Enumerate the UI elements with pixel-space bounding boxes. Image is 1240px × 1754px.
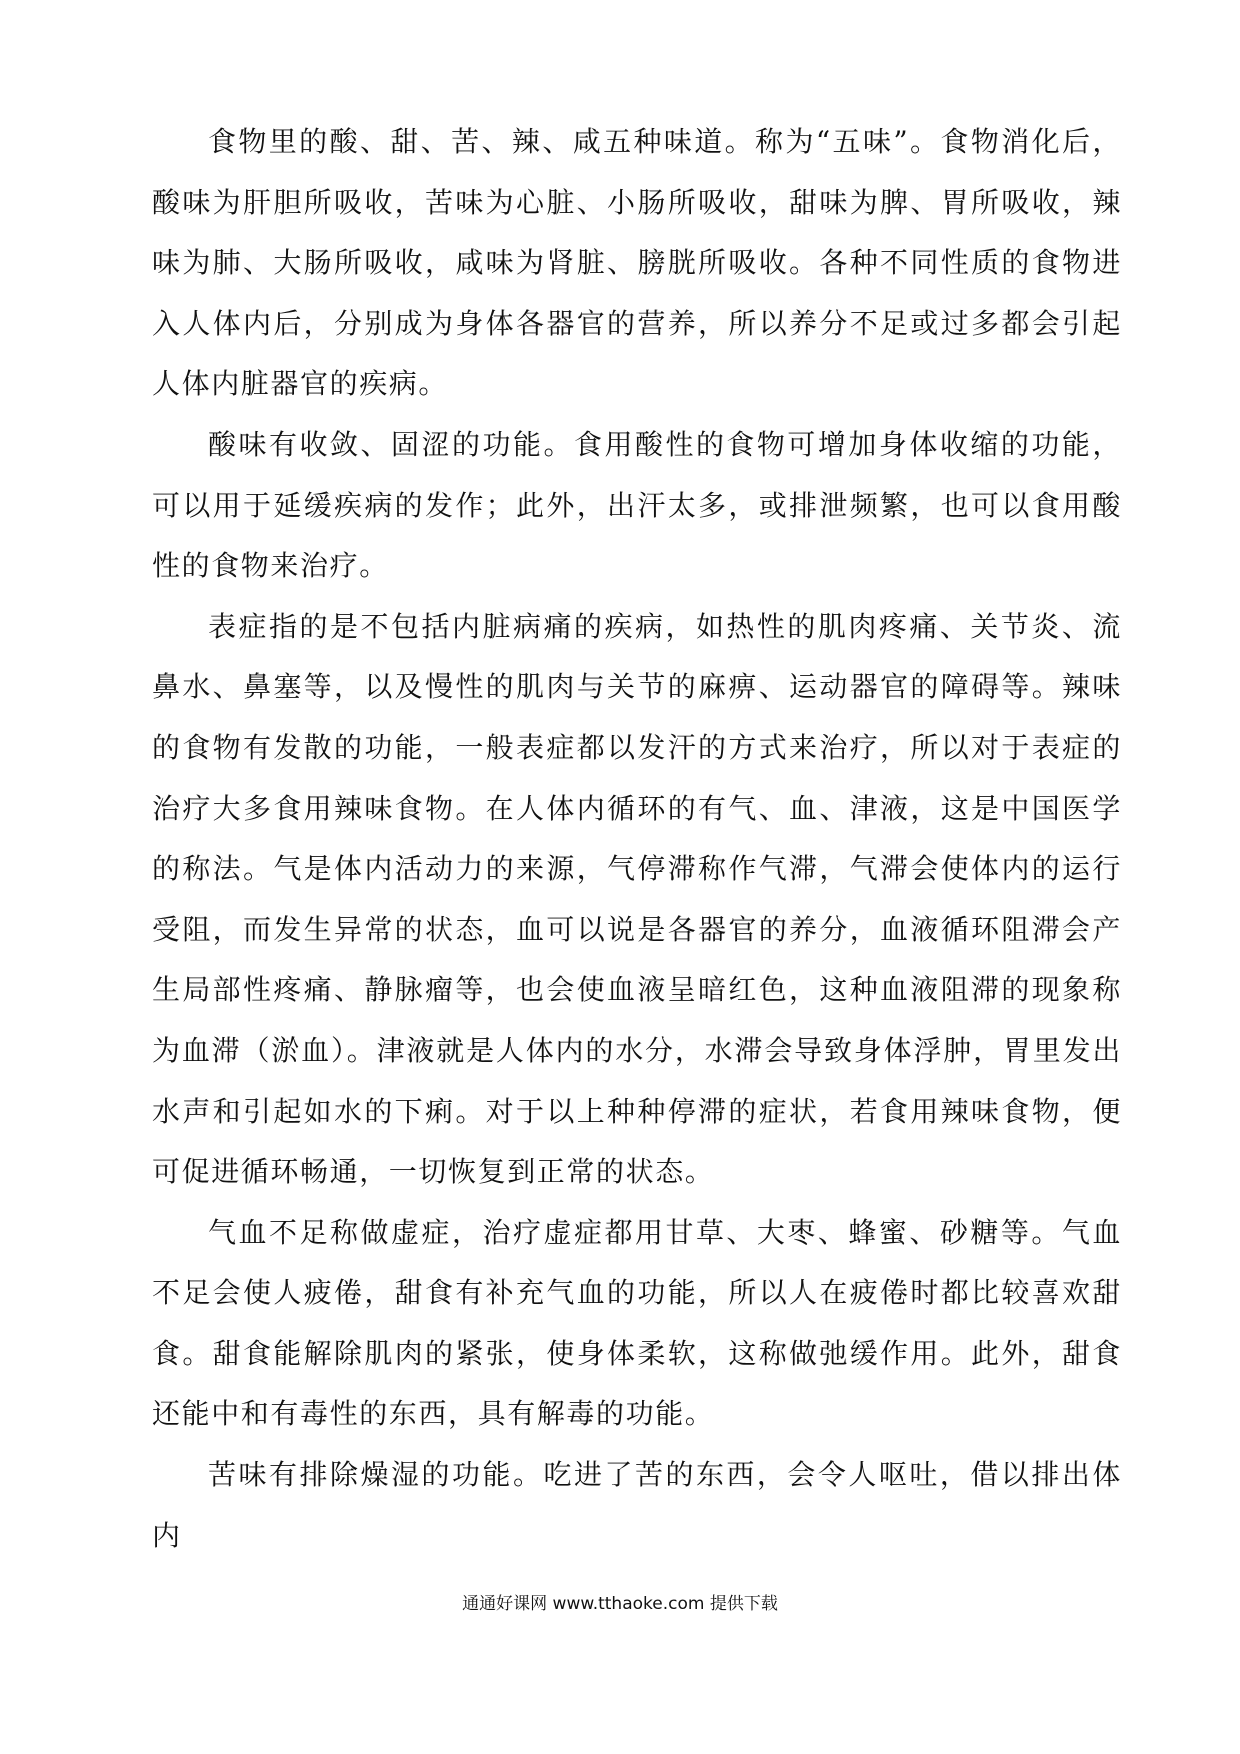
paragraph-five-flavors: 食物里的酸、甜、苦、辣、咸五种味道。称为“五味”。食物消化后，酸味为肝胆所吸收，苦味为心脏、小肠所吸收，甜味为脾、胃所吸收，辣味为肺、大肠所吸收，咸味为肾脏、膀胱所吸收。各种不同性质的食物进入人体内后，分别成为身体各器官的营养，所以养分不足或过多都会引起人体内脏器官的疾病。 [152,125,1122,401]
paragraph-sweet-flavor: 气血不足称做虚症，治疗虚症都用甘草、大枣、蜂蜜、砂糖等。气血不足会使人疲倦，甜食有补充气血的功能，所以人在疲倦时都比较喜欢甜食。甜食能解除肌肉的紧张，使身体柔软，这称做弛缓作用。此外，甜食还能中和有毒性的东西，具有解毒的功能。 [152,1215,1122,1431]
document-body [152,112,1122,1566]
paragraph-sour-flavor: 酸味有收敛、固涩的功能。食用酸性的食物可增加身体收缩的功能，可以用于延缓疾病的发作；此外，出汗太多，或排泄频繁，也可以食用酸性的食物来治疗。 [152,427,1122,583]
paragraph-pungent-flavor: 表症指的是不包括内脏病痛的疾病，如热性的肌肉疼痛、关节炎、流鼻水、鼻塞等，以及慢性的肌肉与关节的麻痹、运动器官的障碍等。辣味的食物有发散的功能，一般表症都以发汗的方式来治疗，所以对于表症的治疗大多食用辣味食物。在人体内循环的有气、血、津液，这是中国医学的称法。气是体内活动力的来源，气停滞称作气滞，气滞会使体内的运行受阻，而发生异常的状态，血可以说是各器官的养分，血液循环阻滞会产生局部性疼痛、静脉瘤等，也会使血液呈暗红色，这种血液阻滞的现象称为血滞（淤血）。津液就是人体内的水分，水滞会导致身体浮肿，胃里发出水声和引起如水的下痢。对于以上种种停滞的症状，若食用辣味食物，便可促进循环畅通，一切恢复到正常的状态。 [152,609,1122,1189]
paragraph-bitter-flavor: 苦味有排除燥湿的功能。吃进了苦的东西，会令人呕吐，借以排出体内 [152,1458,1122,1552]
download-footer: 通通好课网 www.tthaoke.com 提供下载 [462,1594,778,1614]
